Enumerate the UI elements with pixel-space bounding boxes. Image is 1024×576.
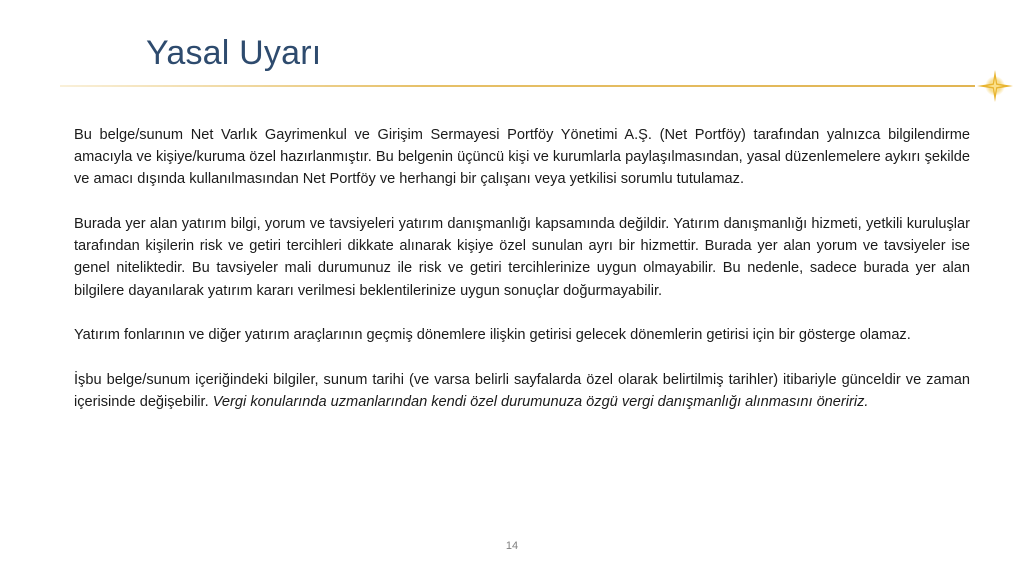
paragraph-text: İşbu belge/sunum içeriğindeki bilgiler, sunum tarihi (ve varsa belirli sayfalarda özel olarak belirtilmiş tarihler) itibariyle günceldir ve zaman içerisinde değişebilir. xyxy=(74,371,970,410)
disclaimer-paragraph: Bu belge/sunum Net Varlık Gayrimenkul ve Girişim Sermayesi Portföy Yönetimi A.Ş. (Net Portföy) tarafından yalnızca bilgilendirme amacıyla ve kişiye/kuruma özel hazırlanmıştır. Bu belgenin üçüncü kişi ve kurumlarla paylaşılmasından, yasal düzenlemelere aykırı şekilde ve amacı dışında kullanılmasından Net Portföy ve herhangi bir çalışanı veya yetkilisi sorumlu tutulamaz. xyxy=(74,127,970,188)
disclaimer-paragraph: Burada yer alan yatırım bilgi, yorum ve tavsiyeleri yatırım danışmanlığı kapsamında değildir. Yatırım danışmanlığı hizmeti, yetkili kuruluşlar tarafından kişilerin risk ve getiri tercihleri dikkate alınarak kişiye özel sunulan ayrı bir hizmettir. Burada yer alan yorum ve tavsiyeler ise genel niteliktedir. Bu tavsiyeler mali durumunuz ile risk ve getiri tercihlerinize uygun olmayabilir. Bu nedenle, sadece burada yer alan bilgilere dayanılarak yatırım kararı verilmesi beklentilerinize uygun sonuçlar doğurmayabilir. xyxy=(74,215,970,299)
italic-tax-advice: Vergi konularında uzmanlarından kendi özel durumunuza özgü vergi danışmanlığı alınmasını öneririz. xyxy=(212,393,869,410)
disclaimer-body xyxy=(74,124,970,435)
disclaimer-paragraph: Yatırım fonlarının ve diğer yatırım araçlarının geçmiş dönemlere ilişkin getirisi gelecek dönemlerin getirisi için bir gösterge olamaz. xyxy=(74,327,911,344)
title-divider xyxy=(60,85,975,87)
disclaimer-paragraph xyxy=(74,369,970,413)
gold-star-icon xyxy=(975,68,1015,104)
slide-title: Yasal Uyarı xyxy=(146,34,322,72)
page-number: 14 xyxy=(505,540,519,552)
